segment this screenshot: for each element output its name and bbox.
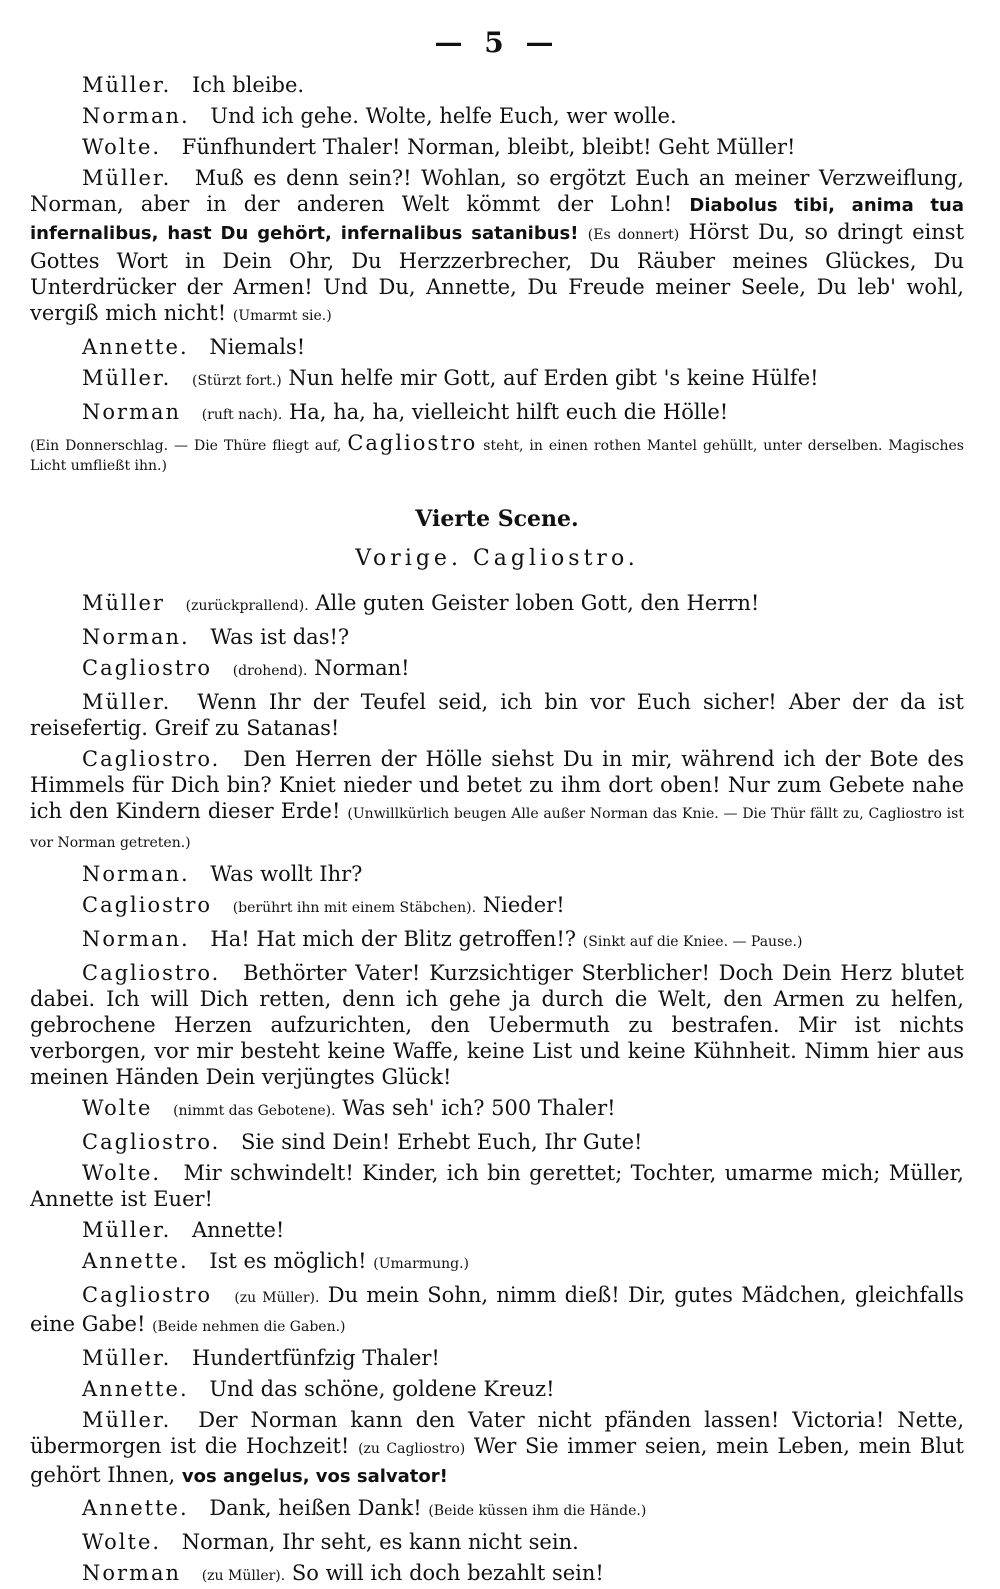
dialogue-text: Den Herren der Hölle siehst Du in mir, während ich der Bote des Himmels für Dich bin? Kniet nieder und betet zu ihm dort oben! Nur zum Gebete nahe ich den Kindern dieser Erde!	[30, 747, 964, 823]
dialogue-line	[30, 892, 964, 921]
speaker-name: Annette.	[82, 335, 189, 359]
stage-direction-block	[30, 433, 964, 476]
dialogue-text: Und ich gehe. Wolte, helfe Euch, wer wolle.	[210, 104, 677, 128]
dialogue-line	[30, 655, 964, 684]
speaker-name: Wolte	[82, 1096, 153, 1120]
dialogue-text: Ha, ha, ha, vielleicht hilft euch die Hölle!	[288, 400, 729, 424]
dialogue-line	[30, 590, 964, 619]
stage-direction: (Unwillkürlich beugen Alle außer Norman das Knie. — Die Thür fällt zu, Cagliostro ist vor Norman getreten.)	[30, 806, 964, 851]
dialogue-text: Norman!	[314, 656, 410, 680]
dialogue-line	[30, 1282, 964, 1340]
dialogue-text: Was seh' ich? 500 Thaler!	[342, 1096, 616, 1120]
dialogue-line	[30, 1095, 964, 1124]
dialogue-block-end	[30, 1495, 964, 1589]
dialogue-text: Bethörter Vater! Kurzsichtiger Sterblicher! Doch Dein Herz blutet dabei. Ich will Dich retten, denn ich gehe ja durch die Welt, den Armen zu helfen, gebrochene Herzen aufzurichten, den Uebermuth zu bestrafen. Mir ist nichts verborgen, vor mir besteht keine Waffe, keine List und keine Kühnheit. Nimm hier aus meinen Händen Dein verjüngtes Glück!	[30, 961, 964, 1089]
dialogue-line	[30, 134, 964, 160]
dialogue-text: Norman, Ihr seht, es kann nicht sein.	[181, 1530, 579, 1554]
dialogue-text: Sie sind Dein! Erhebt Euch, Ihr Gute!	[241, 1130, 643, 1154]
dialogue-line	[30, 72, 964, 98]
speaker-name: Annette.	[82, 1496, 189, 1520]
dialogue-text: Mir schwindelt! Kinder, ich bin gerettet; Tochter, umarme mich; Müller, Annette ist Euer!	[30, 1161, 964, 1211]
dialogue-line	[30, 1129, 964, 1155]
speaker-name: Wolte.	[82, 135, 162, 159]
dialogue-line-muller-final	[30, 1407, 964, 1490]
scene-cast: Vorige. Cagliostro.	[355, 546, 639, 571]
dialogue-text: Der Norman kann den Vater nicht pfänden lassen! Victoria! Nette, übermorgen ist die Hochzeit!	[30, 1408, 964, 1458]
dialogue-text: Ist es möglich!	[209, 1249, 367, 1273]
stage-direction: (zurückprallend).	[185, 598, 309, 614]
speaker-name: Müller.	[82, 166, 172, 190]
dialogue-text: Muß es denn sein?! Wohlan, so ergötzt Euch an meiner Verzweiflung, Norman, aber in der anderen Welt kömmt der Lohn!	[30, 166, 964, 216]
dialogue-line	[30, 1160, 964, 1212]
dialogue-text: Nun helfe mir Gott, auf Erden gibt 's keine Hülfe!	[288, 366, 819, 390]
page-number: — 5 —	[434, 26, 560, 59]
dialogue-line	[30, 861, 964, 887]
speaker-name: Cagliostro.	[82, 961, 221, 985]
speaker-name: Norman.	[82, 104, 190, 128]
dialogue-line	[30, 1345, 964, 1371]
stage-direction: (Umarmt sie.)	[232, 308, 332, 324]
stage-direction: (Sinkt auf die Kniee. — Pause.)	[582, 934, 803, 950]
dialogue-text: Wenn Ihr der Teufel seid, ich bin vor Euch sicher! Aber der da ist reisefertig. Greif zu Satanas!	[30, 690, 964, 740]
dialogue-text: Und das schöne, goldene Kreuz!	[209, 1377, 555, 1401]
speaker-name: Annette.	[82, 1249, 189, 1273]
dialogue-text: Alle guten Geister loben Gott, den Herrn!	[315, 591, 760, 615]
speaker-name: Müller.	[82, 1218, 172, 1242]
dialogue-line-norman-call	[30, 399, 964, 428]
dialogue-text: Hörst Du, so dringt einst Gottes Wort in Dein Ohr, Du Herzzerbrecher, Du Räuber meines Glückes, Du Unterdrücker der Armen! Und Du, Annette, Du Freude meiner Seele, Du leb' wohl, vergiß mich nicht!	[30, 220, 965, 325]
speaker-name: Müller.	[82, 366, 172, 390]
stage-direction: (Es donnert)	[587, 227, 680, 243]
speaker-name: Wolte.	[82, 1530, 162, 1554]
dialogue-text: Wer Sie immer seien, mein Leben, mein Blut gehört Ihnen,	[30, 1434, 964, 1487]
speaker-name: Müller.	[82, 1408, 172, 1432]
dialogue-line	[30, 960, 964, 1090]
dialogue-text: So will ich doch bezahlt sein!	[291, 1561, 604, 1585]
dialogue-block-middle	[30, 334, 964, 394]
stage-direction: (Beide nehmen die Gaben.)	[152, 1319, 346, 1335]
dialogue-line	[30, 1529, 964, 1555]
speaker-name: Annette.	[82, 1377, 189, 1401]
stage-direction-part: steht, in einen rothen Mantel gehüllt, unter derselben. Magisches Licht umfließt ihn.)	[30, 438, 964, 474]
dialogue-line	[30, 1376, 964, 1402]
dialogue-text: Was wollt Ihr?	[210, 862, 363, 886]
dialogue-line	[30, 1560, 964, 1589]
dialogue-line	[30, 624, 964, 650]
dialogue-text: Hundertfünfzig Thaler!	[191, 1346, 440, 1370]
speaker-name: Cagliostro.	[82, 747, 221, 771]
speaker-name: Norman	[82, 400, 182, 424]
dialogue-line	[30, 334, 964, 360]
stage-direction: (berührt ihn mit einem Stäbchen).	[232, 900, 477, 916]
speaker-name: Müller	[82, 591, 165, 615]
dialogue-text: Niemals!	[209, 335, 306, 359]
stage-direction: (nimmt das Gebotene).	[173, 1103, 336, 1119]
dialogue-line-muller-long	[30, 165, 964, 329]
dialogue-line	[30, 689, 964, 741]
dialogue-line	[30, 926, 964, 955]
stage-direction: (Stürzt fort.)	[191, 373, 282, 389]
speaker-name: Norman.	[82, 927, 190, 951]
stage-direction: (zu Müller).	[234, 1290, 320, 1306]
dialogue-text: Dank, heißen Dank!	[209, 1496, 422, 1520]
speaker-name: Müller.	[82, 690, 172, 714]
speaker-name: Norman.	[82, 625, 190, 649]
dialogue-text: Ich bleibe.	[191, 73, 305, 97]
stage-direction: (Umarmung.)	[373, 1256, 469, 1272]
speaker-name: Norman	[82, 1561, 182, 1585]
stage-direction-part: (Ein Donnerschlag. — Die Thüre fliegt auf,	[30, 438, 342, 454]
dialogue-line	[30, 365, 964, 394]
dialogue-text: Nieder!	[482, 893, 565, 917]
dialogue-text: Fünfhundert Thaler! Norman, bleibt, bleibt! Geht Müller!	[181, 135, 796, 159]
speaker-name: Müller.	[82, 1346, 172, 1370]
dialogue-line	[30, 1495, 964, 1524]
dialogue-line	[30, 1217, 964, 1243]
latin-text: vos angelus, vos salvator!	[181, 1466, 448, 1487]
speaker-name: Müller.	[82, 73, 172, 97]
dialogue-block-scene	[30, 590, 964, 1402]
dialogue-line	[30, 103, 964, 129]
speaker-name: Cagliostro	[82, 1283, 213, 1307]
dialogue-text: Du mein Sohn, nimm dieß! Dir, gutes Mädchen, gleichfalls eine Gabe!	[30, 1283, 964, 1336]
dialogue-text: Annette!	[191, 1218, 285, 1242]
stage-direction: (zu Cagliostro)	[358, 1441, 466, 1457]
stage-direction: (zu Müller).	[201, 1568, 286, 1584]
speaker-name: Norman.	[82, 862, 190, 886]
stage-direction: (Beide küssen ihm die Hände.)	[428, 1503, 647, 1519]
stage-direction: (ruft nach).	[201, 407, 283, 423]
speaker-name: Cagliostro	[82, 893, 213, 917]
scene-title: Vierte Scene.	[415, 506, 579, 532]
stage-direction: (drohend).	[232, 663, 308, 679]
dialogue-block-opening	[30, 72, 964, 160]
stage-direction-name: Cagliostro	[347, 431, 478, 455]
latin-text: Diabolus tibi, anima tua infernalibus, hast Du gehört, infernalibus satanibus!	[30, 195, 964, 244]
dialogue-line	[30, 1248, 964, 1277]
speaker-name: Cagliostro	[82, 656, 213, 680]
speaker-name: Cagliostro.	[82, 1130, 221, 1154]
speaker-name: Wolte.	[82, 1161, 162, 1185]
dialogue-line	[30, 746, 964, 856]
dialogue-text: Was ist das!?	[210, 625, 350, 649]
dialogue-text: Ha! Hat mich der Blitz getroffen!?	[210, 927, 577, 951]
